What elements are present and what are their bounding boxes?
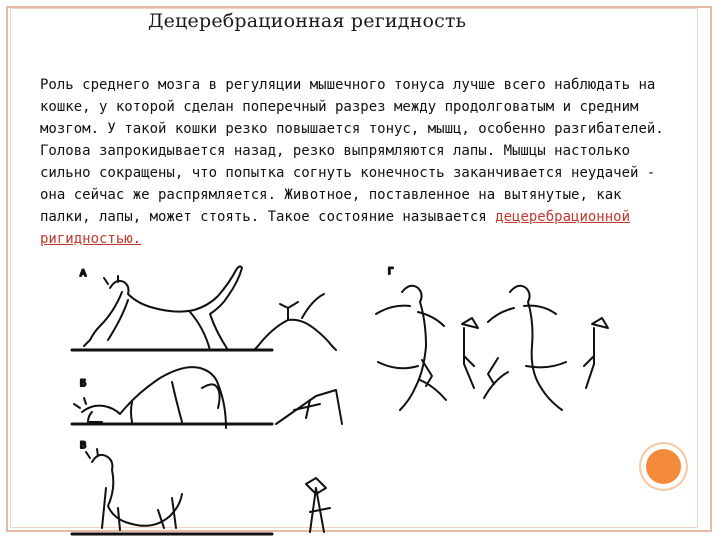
- stick-figure-a: [254, 294, 336, 350]
- body-paragraph: [40, 74, 680, 250]
- cat-a-drawing: [84, 266, 242, 350]
- cat-c-drawing: [86, 449, 182, 530]
- figure-label-g: Г: [388, 267, 394, 277]
- cat-rigidity-figure: [62, 262, 632, 540]
- decorative-orange-circle: [641, 444, 686, 489]
- stick-figure-g-right: [584, 318, 608, 388]
- stick-figure-g-left: [462, 318, 478, 388]
- term-link[interactable]: децеребрационной ригидностью.: [40, 209, 631, 247]
- figure-label-b: Б: [80, 379, 87, 389]
- cat-b-drawing: [74, 367, 226, 428]
- stick-figure-b: [276, 390, 342, 424]
- cat-g-right-drawing: [484, 286, 566, 410]
- figure-label-a: А: [80, 269, 87, 279]
- stick-figure-c: [306, 478, 330, 532]
- figure-label-c: В: [80, 441, 87, 451]
- slide-title: Децеребрационная регидность: [148, 10, 467, 32]
- body-text: Роль среднего мозга в регуляции мышечного тонуса лучше всего наблюдать на кошке, у которой сделан поперечный разрез между продолговатым и средним мозгом. У такой кошки резко повышается тонус, мышц, особенно разгибателей. Голова запрокидывается назад, резко выпрямляются лапы. Мышцы настолько сильно сокращены, что попытка согнуть конечность заканчивается неудачей - она сейчас же распрямляется. Животное, поставленное на вытянутые, как палки, лапы, может стоять. Такое состояние называется: [40, 77, 664, 225]
- cat-g-left-drawing: [376, 286, 446, 410]
